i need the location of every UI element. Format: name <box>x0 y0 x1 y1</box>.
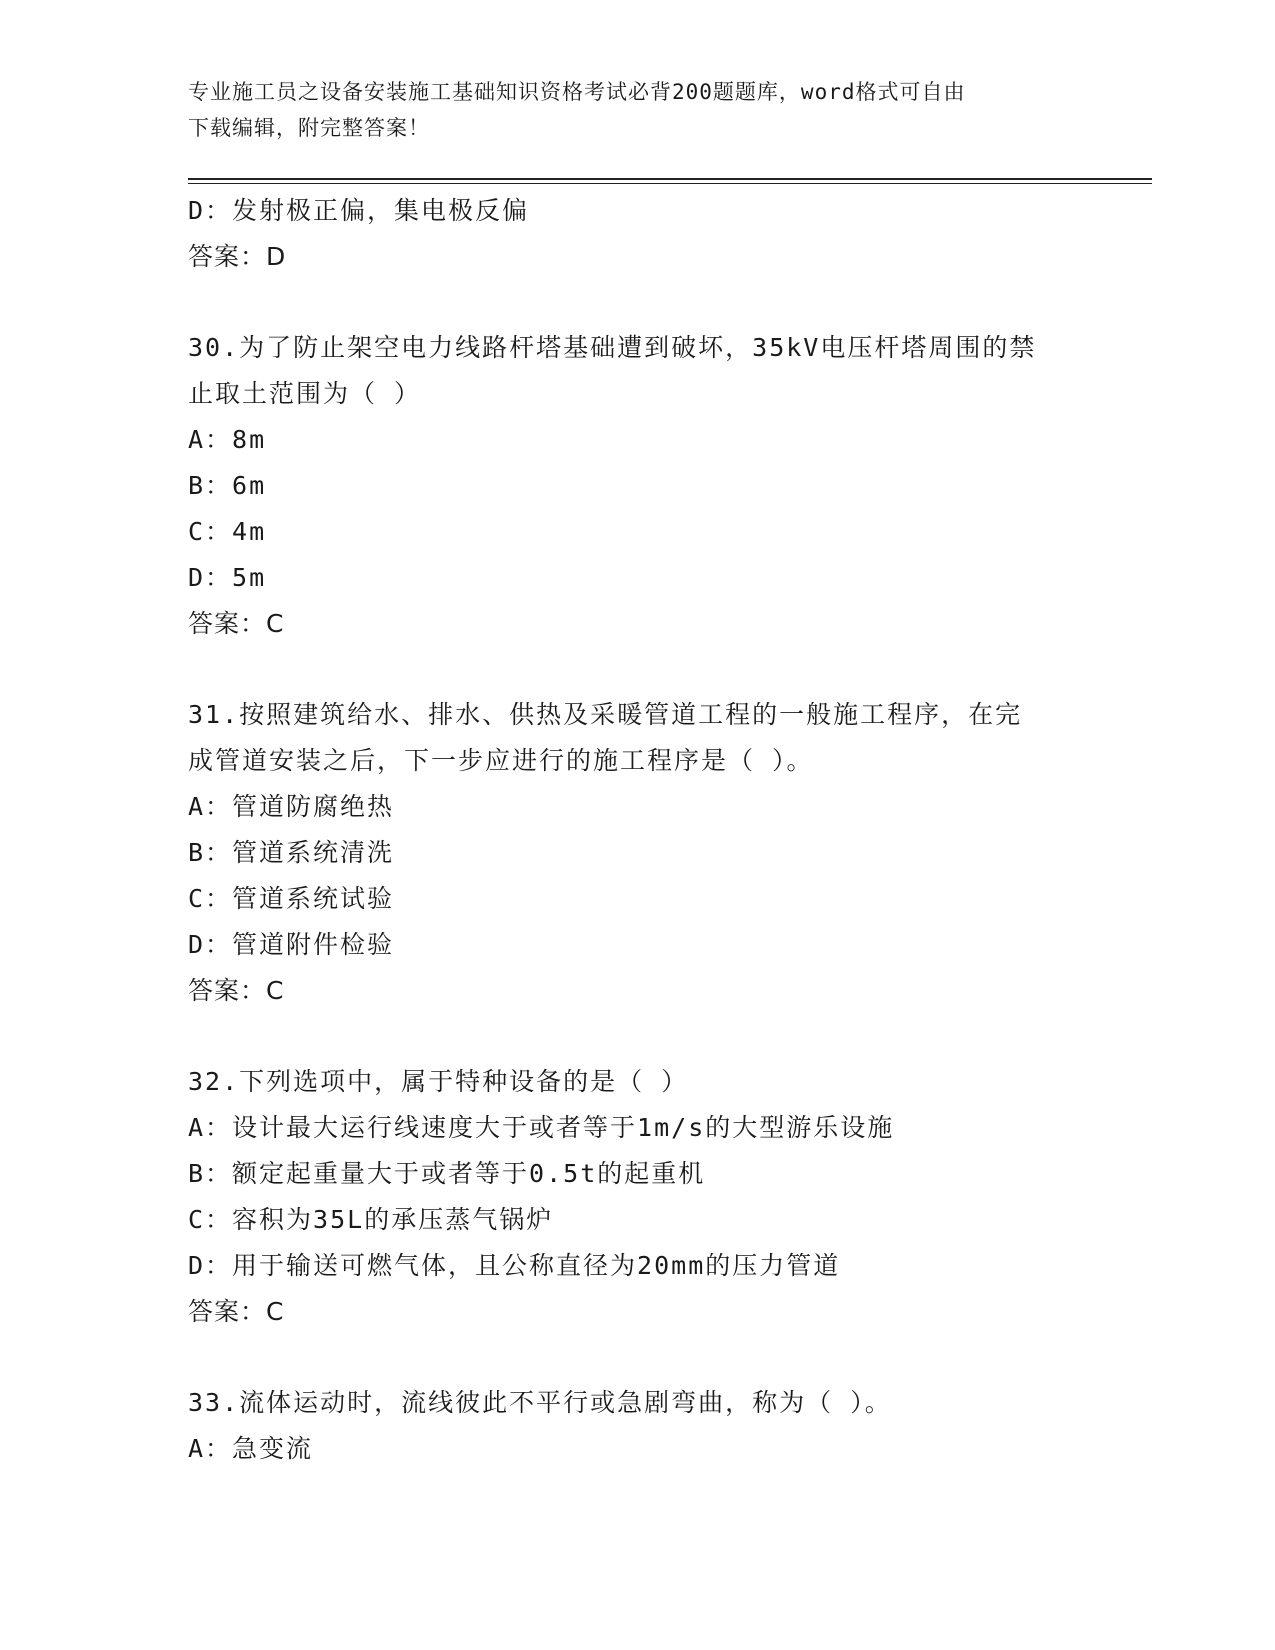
question-stem: 32.下列选项中，属于特种设备的是（ ） <box>188 1067 689 1096</box>
option-c: C：4m <box>188 517 267 546</box>
header-line-1: 专业施工员之设备安装施工基础知识资格考试必背200题题库，word格式可自由 <box>188 80 966 104</box>
option-d: D：5m <box>188 563 267 592</box>
option-d: D：发射极正偏，集电极反偏 <box>188 196 530 225</box>
option-b: B：6m <box>188 471 267 500</box>
answer-line: 答案：C <box>188 609 285 638</box>
header-line-2: 下载编辑，附完整答案！ <box>188 116 430 140</box>
header-divider-thick <box>188 178 1152 180</box>
question-list <box>188 188 1118 1472</box>
option-c: C：管道系统试验 <box>188 884 395 913</box>
answer-line: 答案：C <box>188 976 285 1005</box>
question-stem: 31.按照建筑给水、排水、供热及采暖管道工程的一般施工程序，在完 <box>188 700 1023 729</box>
option-b: B：额定起重量大于或者等于0.5t的起重机 <box>188 1159 706 1188</box>
question-stem: 33.流体运动时，流线彼此不平行或急剧弯曲，称为（ ）。 <box>188 1388 892 1417</box>
question-32 <box>188 1059 1118 1335</box>
header-divider-thin <box>188 183 1152 184</box>
question-stem: 30.为了防止架空电力线路杆塔基础遭到破坏，35kV电压杆塔周围的禁 <box>188 333 1037 362</box>
option-a: A：管道防腐绝热 <box>188 792 395 821</box>
document-header <box>188 74 1068 146</box>
question-stem-continued: 成管道安装之后，下一步应进行的施工程序是（ ）。 <box>188 746 814 775</box>
question-33 <box>188 1380 1118 1472</box>
carry-over-block <box>188 188 1118 280</box>
option-a: A：急变流 <box>188 1434 314 1463</box>
option-c: C：容积为35L的承压蒸气锅炉 <box>188 1205 554 1234</box>
option-b: B：管道系统清洗 <box>188 838 395 867</box>
question-stem-continued: 止取土范围为（ ） <box>188 379 422 408</box>
question-30 <box>188 325 1118 647</box>
option-a: A：8m <box>188 425 267 454</box>
option-a: A：设计最大运行线速度大于或者等于1m/s的大型游乐设施 <box>188 1113 895 1142</box>
option-d: D：管道附件检验 <box>188 930 395 959</box>
answer-line: 答案：C <box>188 1297 285 1326</box>
option-d: D：用于输送可燃气体，且公称直径为20mm的压力管道 <box>188 1251 841 1280</box>
question-31 <box>188 692 1118 1014</box>
answer-line: 答案：D <box>188 242 287 271</box>
